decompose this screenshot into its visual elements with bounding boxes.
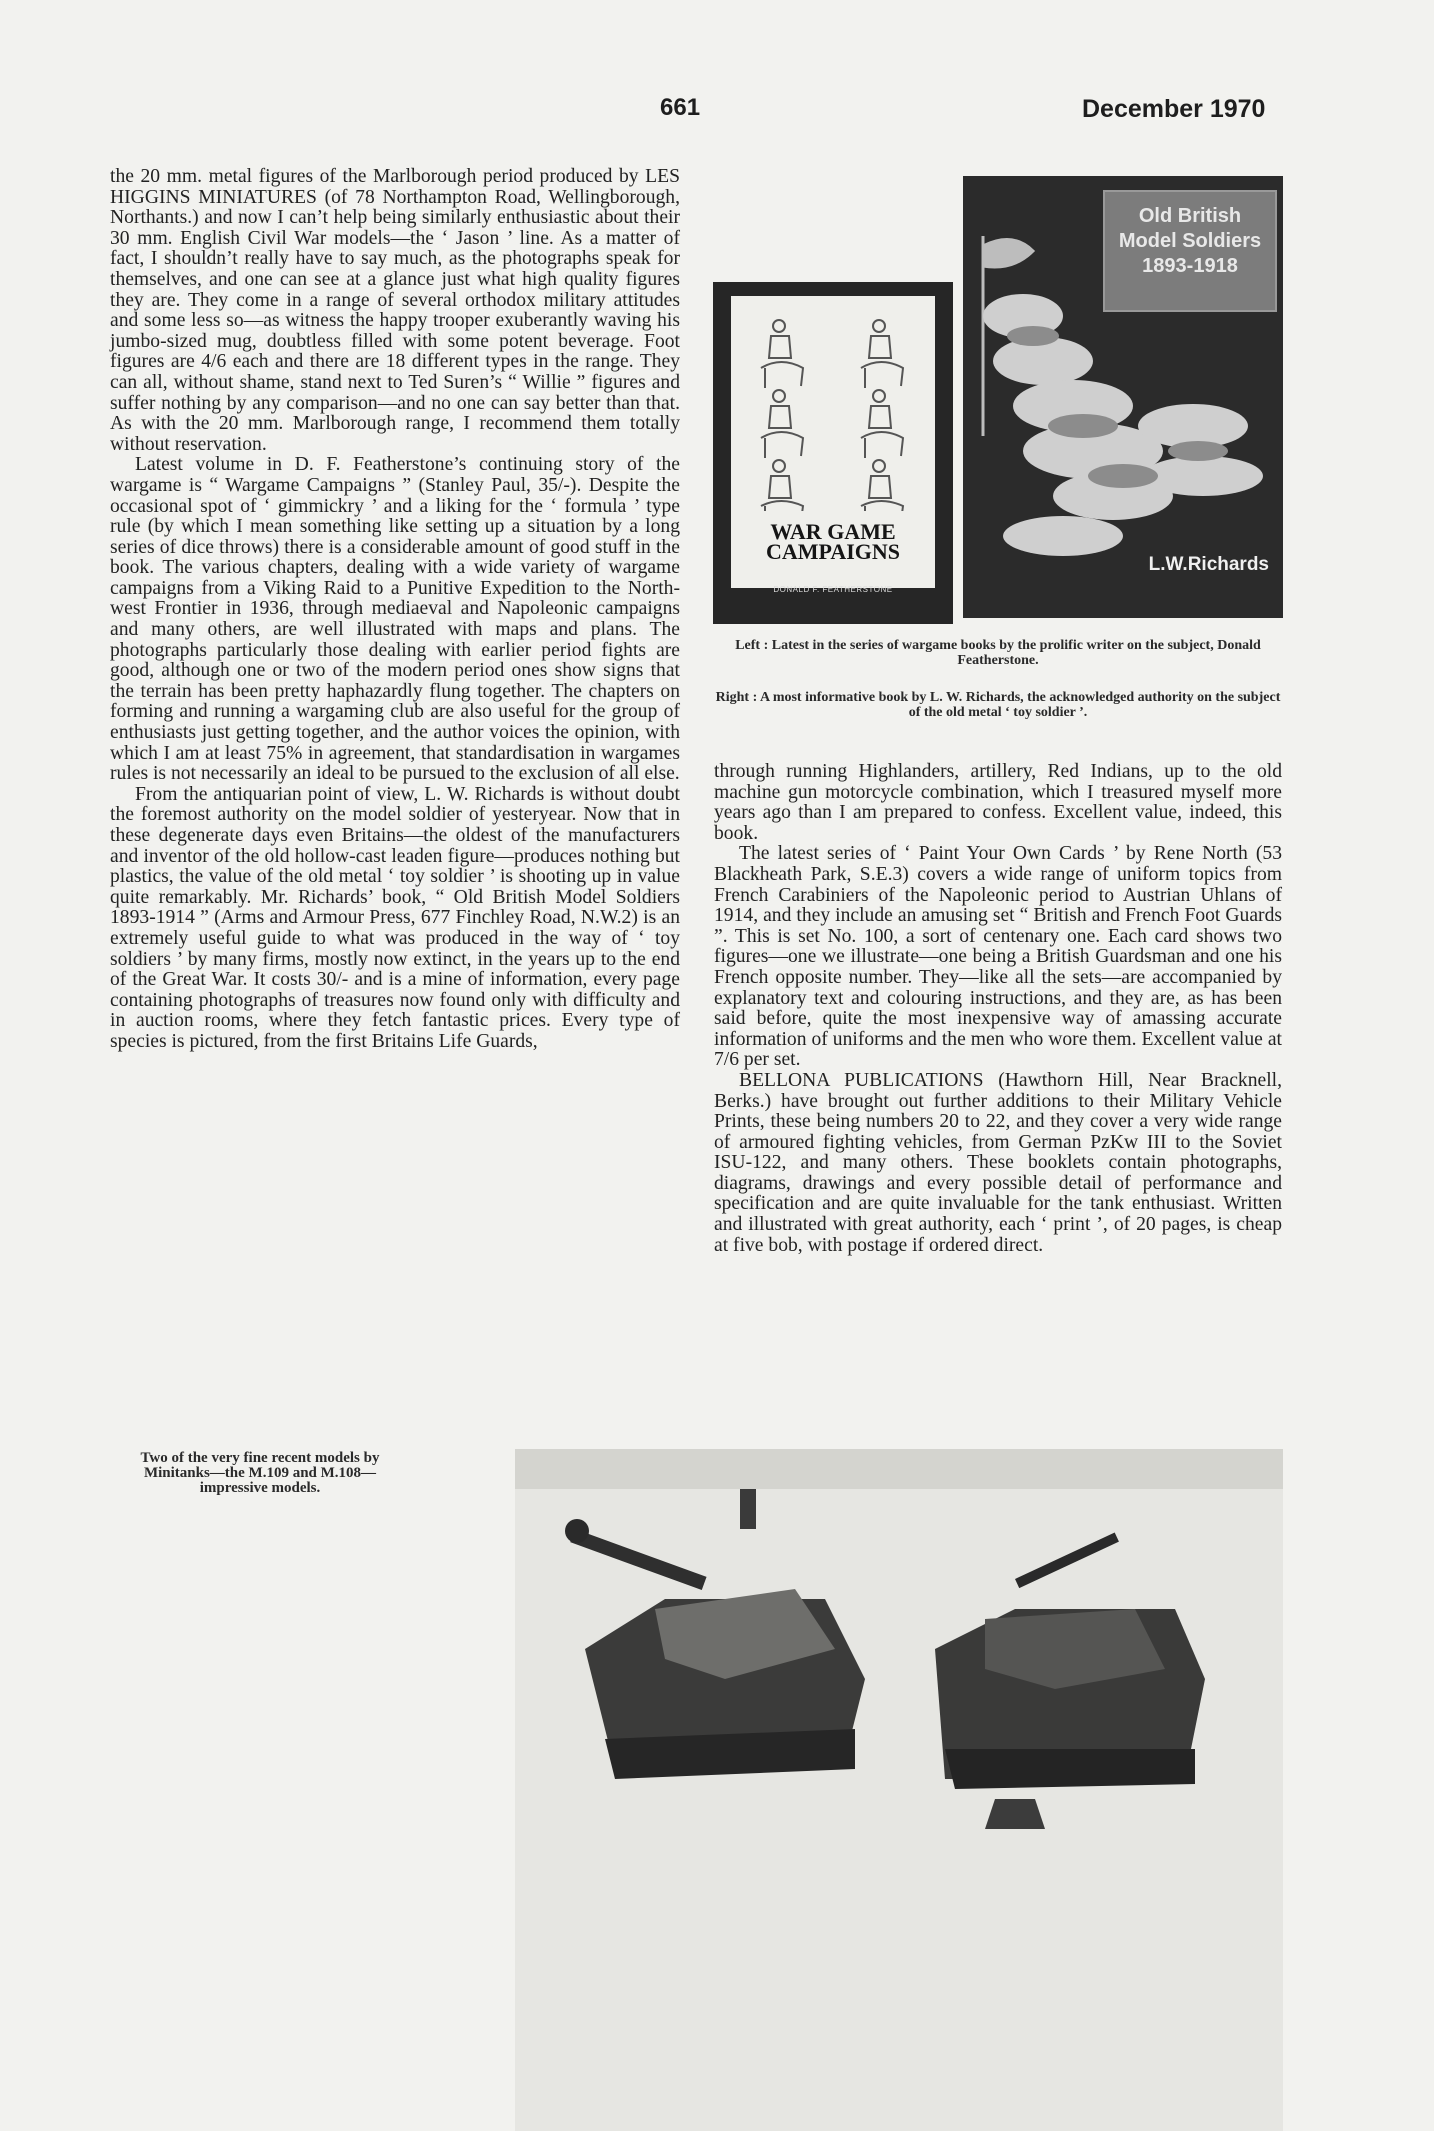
caption-tanks-photo: Two of the very fine recent models by Minitanks—the M.109 and M.108—impressive models. — [140, 1450, 380, 1496]
cover-author: DONALD F. FEATHERSTONE — [773, 585, 893, 594]
book-cover-old-british-model-soldiers — [963, 176, 1283, 618]
cover-author: L.W.Richards — [1148, 554, 1269, 575]
paragraph: From the antiquarian point of view, L. W. Richards is without doubt the foremost authority on the model soldier of yesteryear. Now that in these degenerate days even Britains—the oldest of the manufacturers and inventor of the old hollow-cast leaden figure—produces nothing but plastics, the value of the old metal ‘ toy soldier ’ is shooting up in value quite remarkably. Mr. Richards’ book, “ Old British Model Soldiers 1893-1914 ” (Arms and Armour Press, 677 Finchley Road, N.W.2) is an extremely useful guide to what was produced in the way of ‘ toy soldiers ’ by many firms, mostly now extinct, in the years up to the end of the Great War. It costs 30/- and is a mine of information, every page containing photographs of treasures now found only with difficulty and in auction rooms, where they fetch fantastic prices. Every type of species is pictured, from the first Britains Life Guards, — [110, 783, 680, 1052]
caption-right-photo — [714, 690, 1282, 720]
article-left-column — [110, 167, 680, 1053]
paragraph: the 20 mm. metal figures of the Marlborough period produced by LES HIGGINS MINIATURES (of 78 Northampton Road, Wellingborough, Northants.) and now I can’t help being similarly enthusiastic about their 30 mm. English Civil War models—the ‘ Jason ’ line. As a matter of fact, I shouldn’t really have to say much, as the photographs speak for themselves, and one can see at a glance just what high quality figures they are. They come in a range of several orthodox military attitudes and some less so—as witness the happy trooper exuberantly waving his jumbo-sized mug, doubtless filled with some potent beverage. Foot figures are 4/6 each and there are 18 different types in the range. They can all, without shame, stand next to Ted Suren’s “ Willie ” figures and suffer nothing by any comparison—and no one can say better than that. As with the 20 mm. Marlborough range, I recommend them totally without reservation. — [110, 166, 680, 455]
cover-title-line: CAMPAIGNS — [765, 539, 901, 564]
paragraph: The latest series of ‘ Paint Your Own Cards ’ by Rene North (53 Blackheath Park, S.E.3) covers a wide range of uniform topics from French Carabiniers of the Napoleonic period to Austrian Uhlans of 1914, and they include an amusing set “ British and French Foot Guards ”. This is set No. 100, a sort of centenary one. Each card shows two figures—one we illustrate—one being a British Guardsman and one his French opposite number. They—like all the sets—are accompanied by explanatory text and colouring instructions, and they are, as has been said before, quite the most inexpensive way of amassing accurate information of uniforms and the men who wore them. Excellent value at 7/6 per set. — [714, 843, 1282, 1071]
cover-title — [731, 519, 935, 564]
paragraph: through running Highlanders, artillery, Red Indians, up to the old machine gun motorcycle combination, which I treasured myself more years ago than I am prepared to confess. Excellent value, indeed, this book. — [714, 761, 1282, 844]
cover-title-line: Model Soldiers — [1118, 230, 1262, 252]
caption-label: Right : — [715, 690, 758, 705]
tank-models-photo — [515, 1449, 1283, 2131]
cover-title-line: 1893-1918 — [1142, 255, 1238, 277]
issue-date: December 1970 — [1082, 95, 1266, 123]
cover-title — [1105, 204, 1275, 279]
cover-title-line: WAR GAME — [770, 519, 896, 544]
page-number: 661 — [660, 94, 701, 121]
caption-label: Left : — [735, 638, 769, 653]
article-right-column — [714, 762, 1282, 1256]
caption-text: A most informative book by L. W. Richards, the acknowledged authority on the subject of the old metal ‘ toy soldier ’. — [759, 690, 1281, 720]
cavalry-illustration — [731, 296, 935, 511]
paragraph: BELLONA PUBLICATIONS (Hawthorn Hill, Near Bracknell, Berks.) have brought out further additions to their Military Vehicle Prints, these being numbers 20 to 22, and they cover a very wide range of armoured fighting vehicles, from German PzKw III to the Soviet ISU-122, and many others. These booklets contain photographs, diagrams, drawings and every possible detail of performance and specification and are quite invaluable for the tank enthusiast. Written and illustrated with great authority, each ‘ print ’, of 20 pages, is cheap at five bob, with postage if ordered direct. — [714, 1069, 1282, 1256]
cover-title-line: Old British — [1138, 205, 1242, 227]
book-cover-war-game-campaigns — [713, 282, 953, 624]
cover-title-plate — [1103, 190, 1277, 312]
paragraph: Latest volume in D. F. Featherstone’s continuing story of the wargame is “ Wargame Campaigns ” (Stanley Paul, 35/-). Despite the occasional spot of ‘ gimmickry ’ and a liking for the ‘ formula ’ type rule (by which I mean something like setting up a situation by a long series of dice throws) there is a considerable amount of good stuff in the book. The various chapters, dealing with a wide variety of wargame campaigns from a Viking Raid to a Punitive Expedition to the North-west Frontier in 1936, through mediaeval and Napoleonic campaigns and many others, are well illustrated with maps and plans. The photographs particularly those dealing with earlier period fights are good, although one or two of the modern period ones show signs that the terrain has been pretty haphazardly flung together. The chapters on forming and running a wargaming club are also useful for the group of enthusiasts just getting together, and the author voices the opinion, with which I am at least 75% in agreement, that standardisation in wargames rules is not necessarily an ideal to be pursued to the exclusion of all else. — [110, 454, 680, 785]
caption-left-photo — [714, 638, 1282, 668]
caption-text: Latest in the series of wargame books by the prolific writer on the subject, Donald Featherstone. — [771, 638, 1261, 668]
tank-models-image — [515, 1449, 1283, 2131]
